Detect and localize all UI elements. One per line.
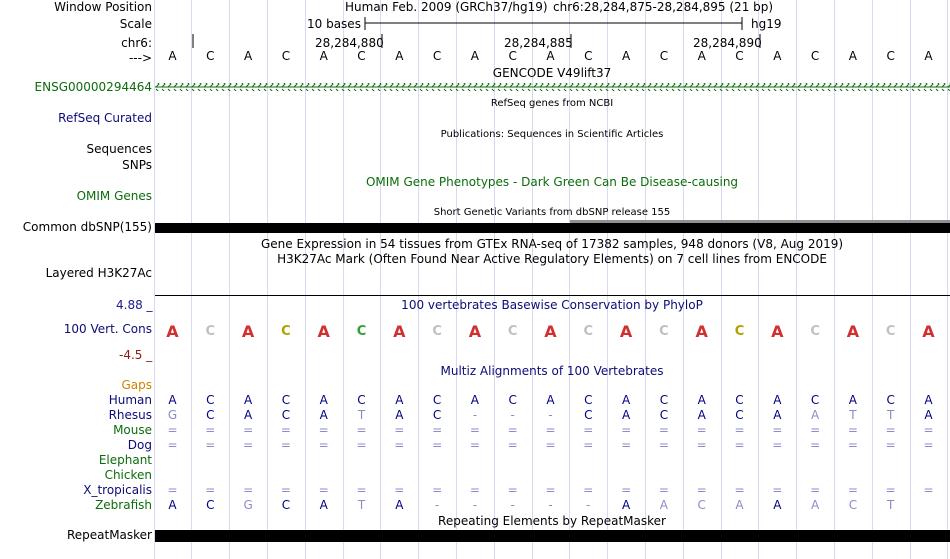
x_tropicalis-aligned-base: = [205,483,216,497]
zebrafish-aligned-base: T [887,498,895,512]
mouse-aligned-base: = [469,423,480,437]
base: A [319,49,328,63]
base: C [659,49,669,63]
rhesus-aligned-base: T [357,408,366,422]
rhesus-aligned-base: C [281,408,291,422]
human-aligned-base: A [319,393,328,407]
human-aligned-base: C [886,393,895,407]
mouse-aligned-base: = [583,423,594,437]
x_tropicalis-aligned-base: = [280,483,291,497]
conservation-max-label: 4.88 _ [116,298,153,312]
base: C [508,49,517,63]
x_tropicalis-aligned-base: = [583,483,594,497]
track-label[interactable]: ---> [128,51,152,65]
gencode-gene-line[interactable] [155,0,950,100]
conservation-track-title: 100 vertebrates Basewise Conservation by PhyloP [401,298,703,312]
base: C [584,49,593,63]
rhesus-aligned-base: C [206,408,215,422]
dog-aligned-base: = [885,438,896,452]
human-aligned-base: A [621,393,631,407]
mouse-aligned-base: = [243,423,254,437]
track-label[interactable]: Sequences [86,142,152,156]
human-aligned-base: A [546,393,555,407]
mouse-aligned-base: = [847,423,858,437]
omim-track-title: OMIM Gene Phenotypes - Dark Green Can Be Disease-causing [365,175,739,189]
human-aligned-base: A [168,393,177,407]
x_tropicalis-aligned-base: = [507,483,518,497]
ruler-tick-1: 28,284,880 [315,36,384,50]
rhesus-aligned-base: A [773,408,782,422]
ruler-tick-3: 28,284,890 [693,36,762,50]
rhesus-aligned-base: C [659,408,669,422]
conservation-logo-base: A [317,322,330,341]
track-label[interactable]: SNPs [122,158,152,172]
base: A [243,49,253,63]
mouse-aligned-base: = [772,423,783,437]
track-labels-panel [0,0,155,559]
zebrafish-aligned-base: - [586,498,591,512]
x_tropicalis-aligned-base: = [810,483,821,497]
mouse-aligned-base: = [885,423,896,437]
human-aligned-base: C [584,393,593,407]
x_tropicalis-aligned-base: = [772,483,783,497]
zebrafish-aligned-base: - [510,498,515,512]
base: A [168,49,177,63]
x_tropicalis-aligned-base: = [356,483,367,497]
x_tropicalis-aligned-base: = [545,483,556,497]
human-aligned-base: A [848,393,857,407]
human-aligned-base: A [697,393,706,407]
track-label[interactable]: Gaps [121,378,152,392]
base: C [810,49,820,63]
human-aligned-base: C [735,393,744,407]
base: C [735,49,744,63]
rhesus-aligned-base: C [735,408,744,422]
zebrafish-aligned-base: A [735,498,744,512]
dog-aligned-base: = [469,438,480,452]
gencode-track-title: GENCODE V49lift37 [492,66,612,80]
dog-aligned-base: = [658,438,669,452]
track-label[interactable]: Dog [127,438,152,452]
refseq-track-title: RefSeq genes from NCBI [490,98,614,109]
human-aligned-base: A [924,393,933,407]
x_tropicalis-aligned-base: = [923,483,934,497]
x_tropicalis-aligned-base: = [885,483,896,497]
base: A [697,49,706,63]
rhesus-aligned-base: T [849,408,857,422]
conservation-logo-base: C [205,324,216,339]
rhesus-aligned-base: A [621,408,631,422]
mouse-aligned-base: = [432,423,443,437]
mouse-aligned-base: = [356,423,367,437]
dog-aligned-base: = [621,438,632,452]
zebrafish-aligned-base: C [281,498,291,512]
dog-aligned-base: = [394,438,405,452]
conservation-logo-base: C [583,324,594,339]
dog-aligned-base: = [205,438,216,452]
conservation-logo-base: C [507,324,518,339]
rhesus-aligned-base: A [697,408,706,422]
zebrafish-aligned-base: A [395,498,404,512]
conservation-logo-base: C [885,324,896,339]
dbsnp-variant-marker[interactable] [570,220,950,223]
zebrafish-aligned-base: G [243,498,253,512]
x_tropicalis-aligned-base: = [432,483,443,497]
x_tropicalis-aligned-base: = [696,483,707,497]
rhesus-aligned-base: - [510,408,515,422]
zebrafish-aligned-base: C [848,498,858,512]
h3k27ac-track-title: H3K27Ac Mark (Often Found Near Active Regulatory Elements) on 7 cell lines from ENCODE [277,252,827,266]
human-aligned-base: C [659,393,669,407]
zebrafish-aligned-base: C [697,498,706,512]
conservation-logo-base: C [432,324,442,339]
dog-aligned-base: = [356,438,367,452]
repeatmasker-element-bar[interactable] [155,530,950,542]
mouse-aligned-base: = [205,423,216,437]
zebrafish-aligned-base: A [773,498,782,512]
window-position-text: chr6:28,284,875-28,284,895 (21 bp) [553,0,774,14]
rhesus-aligned-base: A [810,408,820,422]
gtex-track-title: Gene Expression in 54 tissues from GTEx RNA-seq of 17382 samples, 948 donors (V8, Aug 2019) [260,237,844,251]
repeatmasker-track-title: Repeating Elements by RepeatMasker [438,514,666,528]
track-label[interactable]: Window Position [54,0,152,14]
human-aligned-base: A [773,393,782,407]
track-label[interactable]: Human [108,393,152,407]
x_tropicalis-aligned-base: = [658,483,669,497]
scale-db: hg19 [751,17,782,31]
track-label[interactable]: X_tropicalis [83,483,152,497]
zebrafish-aligned-base: - [434,498,440,512]
track-label[interactable]: Layered H3K27Ac [45,266,152,280]
dbsnp-track-title: Short Genetic Variants from dbSNP release 155 [433,207,671,218]
scale-text: 10 bases [307,17,361,31]
base: A [848,49,857,63]
human-aligned-base: A [470,393,479,407]
conservation-logo-base: A [166,322,179,341]
dog-aligned-base: = [734,438,745,452]
track-label[interactable]: OMIM Genes [76,189,152,203]
mouse-aligned-base: = [810,423,821,437]
zebrafish-aligned-base: A [659,498,668,512]
track-label[interactable]: ENSG00000294464 [34,80,152,94]
mouse-aligned-base: = [545,423,556,437]
base: C [357,49,366,63]
publications-track-title: Publications: Sequences in Scientific Articles [440,129,664,140]
track-label[interactable]: Rhesus [108,408,152,422]
conservation-logo-base: C [659,324,669,339]
track-label[interactable]: chr6: [121,36,152,50]
conservation-logo-base: C [734,324,745,339]
conservation-min-label: -4.5 _ [119,348,153,362]
mouse-aligned-base: = [658,423,669,437]
mouse-aligned-base: = [923,423,934,437]
dog-aligned-base: = [696,438,707,452]
rhesus-aligned-base: G [167,408,178,422]
rhesus-aligned-base: A [243,408,253,422]
human-aligned-base: C [508,393,517,407]
dog-aligned-base: = [772,438,783,452]
conservation-logo-base: A [922,322,935,341]
conservation-logo-base: A [393,322,406,341]
track-label[interactable]: Scale [119,17,152,31]
conservation-logo-base: C [356,324,367,339]
human-aligned-base: C [357,393,366,407]
base: A [546,49,555,63]
zebrafish-aligned-base: - [472,498,478,512]
x_tropicalis-aligned-base: = [847,483,858,497]
mouse-aligned-base: = [621,423,632,437]
x_tropicalis-aligned-base: = [394,483,405,497]
base: C [281,49,291,63]
mouse-aligned-base: = [734,423,745,437]
human-aligned-base: C [810,393,820,407]
base: C [432,49,442,63]
rhesus-aligned-base: C [432,408,442,422]
conservation-logo-base: A [695,322,708,341]
conservation-logo-base: C [281,324,291,339]
track-label[interactable]: Mouse [113,423,152,437]
rhesus-aligned-base: A [924,408,933,422]
x_tropicalis-aligned-base: = [318,483,329,497]
zebrafish-aligned-base: A [168,498,177,512]
zebrafish-aligned-base: A [621,498,631,512]
conservation-logo-base: C [810,324,820,339]
mouse-aligned-base: = [394,423,405,437]
x_tropicalis-aligned-base: = [734,483,745,497]
dog-aligned-base: = [243,438,254,452]
conservation-logo-base: A [241,322,255,341]
track-label[interactable]: RepeatMasker [66,528,152,542]
dog-aligned-base: = [280,438,291,452]
base: A [395,49,404,63]
base: C [886,49,895,63]
x_tropicalis-aligned-base: = [469,483,480,497]
zebrafish-aligned-base: A [810,498,820,512]
dog-aligned-base: = [923,438,934,452]
dog-aligned-base: = [167,438,178,452]
zebrafish-aligned-base: A [319,498,328,512]
track-label[interactable]: Elephant [98,453,152,467]
conservation-logo-base: A [771,322,784,341]
zebrafish-aligned-base: - [548,498,553,512]
base: A [924,49,933,63]
track-label[interactable]: 100 Vert. Cons [63,322,152,336]
human-aligned-base: A [243,393,253,407]
mouse-aligned-base: = [167,423,178,437]
track-label[interactable]: Zebrafish [95,498,152,512]
conservation-logo-base: A [544,322,557,341]
mouse-aligned-base: = [318,423,329,437]
human-aligned-base: C [206,393,215,407]
rhesus-aligned-base: C [584,408,593,422]
x_tropicalis-aligned-base: = [243,483,254,497]
mouse-aligned-base: = [696,423,707,437]
x_tropicalis-aligned-base: = [621,483,632,497]
rhesus-aligned-base: T [887,408,895,422]
track-label[interactable]: Chicken [104,468,152,482]
base: C [206,49,215,63]
track-label[interactable]: Common dbSNP(155) [22,220,152,234]
rhesus-aligned-base: - [548,408,553,422]
rhesus-aligned-base: A [395,408,404,422]
dbsnp-variant-bar[interactable] [155,223,950,233]
conservation-logo-base: A [619,322,633,341]
rhesus-aligned-base: - [472,408,478,422]
ruler-tick-2: 28,284,885 [504,36,573,50]
x_tropicalis-aligned-base: = [167,483,178,497]
human-aligned-base: C [281,393,291,407]
base: A [621,49,631,63]
conservation-logo-base: A [468,322,482,341]
base: A [470,49,479,63]
assembly-title: Human Feb. 2009 (GRCh37/hg19) [345,0,548,14]
dog-aligned-base: = [810,438,821,452]
conservation-logo-base: A [846,322,860,341]
h3k27ac-baseline [155,295,950,296]
rhesus-aligned-base: A [319,408,328,422]
dog-aligned-base: = [507,438,518,452]
zebrafish-aligned-base: T [357,498,366,512]
dog-aligned-base: = [583,438,594,452]
browser-image[interactable] [155,0,950,559]
multiz-track-title: Multiz Alignments of 100 Vertebrates [440,364,664,378]
dog-aligned-base: = [432,438,443,452]
mouse-aligned-base: = [280,423,291,437]
dog-aligned-base: = [318,438,329,452]
human-aligned-base: A [395,393,404,407]
dog-aligned-base: = [847,438,858,452]
dog-aligned-base: = [545,438,556,452]
track-label[interactable]: RefSeq Curated [58,111,152,125]
human-aligned-base: C [432,393,442,407]
base: A [773,49,782,63]
zebrafish-aligned-base: C [206,498,215,512]
mouse-aligned-base: = [507,423,518,437]
